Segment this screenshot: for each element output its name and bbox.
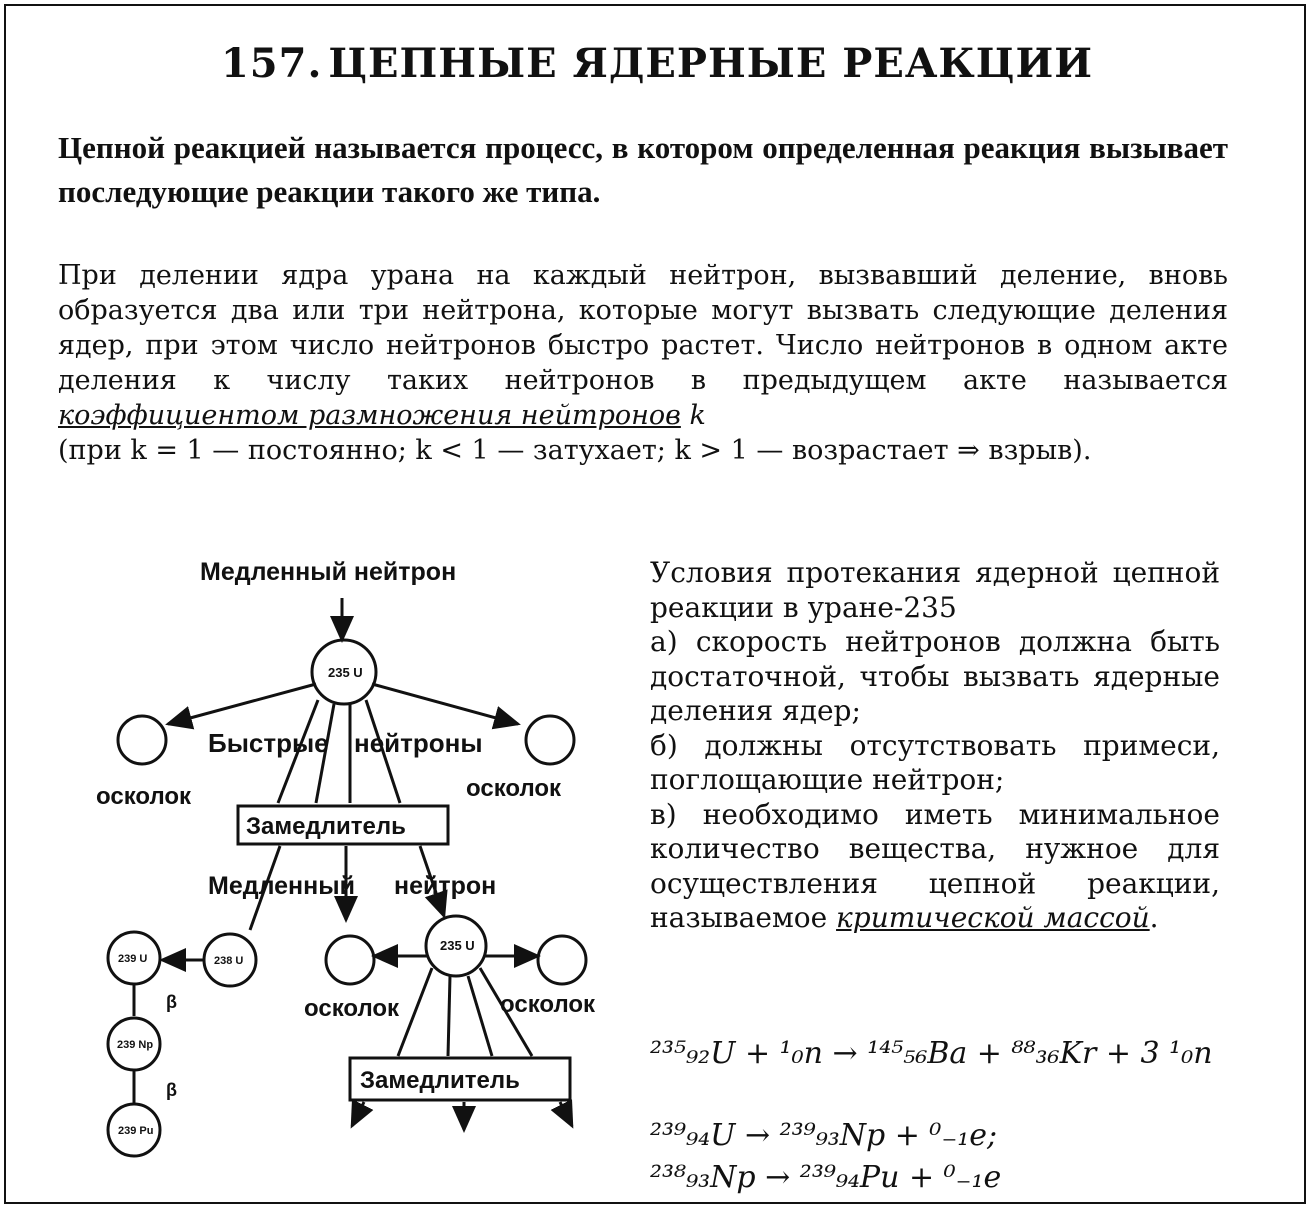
condition-b: б) должны отсутствовать примеси, поглощающие нейтрон; (650, 728, 1220, 796)
label-u235-top: 235 U (328, 665, 363, 680)
label-pu239: 239 Pu (118, 1125, 154, 1137)
k-symbol: k (689, 400, 706, 431)
paragraph-text: При делении ядра урана на каждый нейтрон, вызвавший деление, вновь образуется два или три нейтрона, которые могут вызвать следующие деления ядер, при этом число нейтронов быстро растет. Число нейтронов в одном акте деления к числу таких нейтронов в предыдущем акте называется (58, 260, 1228, 396)
label-beta-1: β (166, 992, 177, 1012)
label-fragment-right-second: осколок (500, 991, 596, 1018)
condition-c-text: в) необходимо иметь минимальное количество вещества, нужное для осуществления цепной реакции, называемое (650, 797, 1220, 934)
label-u238: 238 U (214, 955, 244, 967)
label-u239: 239 U (118, 953, 148, 965)
equation-np-decay: ²³⁸₉₃Np → ²³⁹₉₄Pu + ⁰₋₁e (650, 1160, 1002, 1195)
fragment-left-second (326, 936, 374, 984)
condition-c (650, 798, 1220, 936)
condition-a: а) скорость нейтронов должна быть достаточной, чтобы вызвать ядерные деления ядер; (650, 625, 1220, 727)
page-title (0, 40, 1314, 87)
label-fast-1: Быстрые (208, 728, 329, 758)
critical-mass-term: критической массой (836, 901, 1150, 934)
label-slow-neutron-top: Медленный нейтрон (200, 558, 457, 586)
label-fragment-left: осколок (96, 783, 192, 810)
label-fragment-right: осколок (466, 775, 562, 802)
k-cases: (при k = 1 — постоянно; k < 1 — затухает; k > 1 — возрастает ⇒ взрыв). (58, 435, 1092, 466)
label-slow-neutron-mid-1: Медленный (208, 872, 355, 900)
chain-reaction-diagram (60, 548, 640, 1208)
fragment-right-top (526, 716, 574, 764)
chain-reaction-definition: Цепной реакцией называется процесс, в котором определенная реакция вызывает последующие реакции такого же типа. (58, 130, 1228, 209)
conditions-heading: Условия протекания ядерной цепной реакции в уране-235 (650, 556, 1220, 624)
section-title: ЦЕПНЫЕ ЯДЕРНЫЕ РЕАКЦИИ (328, 40, 1094, 87)
condition-c-end: . (1149, 901, 1159, 934)
multiplication-factor-term: коэффициентом размножения нейтронов (58, 400, 681, 431)
neutron-paragraph (58, 258, 1228, 468)
equation-u239-decay: ²³⁹₉₄U → ²³⁹₉₃Np + ⁰₋₁e; (650, 1118, 998, 1153)
label-slow-neutron-mid-2: нейтрон (394, 872, 497, 900)
label-moderator-top: Замедлитель (246, 813, 406, 840)
fragment-right-second (538, 936, 586, 984)
fragment-left-top (118, 716, 166, 764)
conditions-block (650, 556, 1220, 936)
label-moderator-second: Замедлитель (360, 1067, 520, 1094)
equation-fission: ²³⁵₉₂U + ¹₀n → ¹⁴⁵₅₆Ba + ⁸⁸₃₆Kr + 3 ¹₀n (650, 1036, 1213, 1071)
label-u235-second: 235 U (440, 938, 475, 953)
label-beta-2: β (166, 1080, 177, 1100)
label-np239: 239 Np (117, 1039, 154, 1051)
section-number: 157. (220, 40, 323, 87)
label-fragment-left-second: осколок (304, 995, 400, 1022)
label-fast-2: нейтроны (354, 728, 483, 758)
